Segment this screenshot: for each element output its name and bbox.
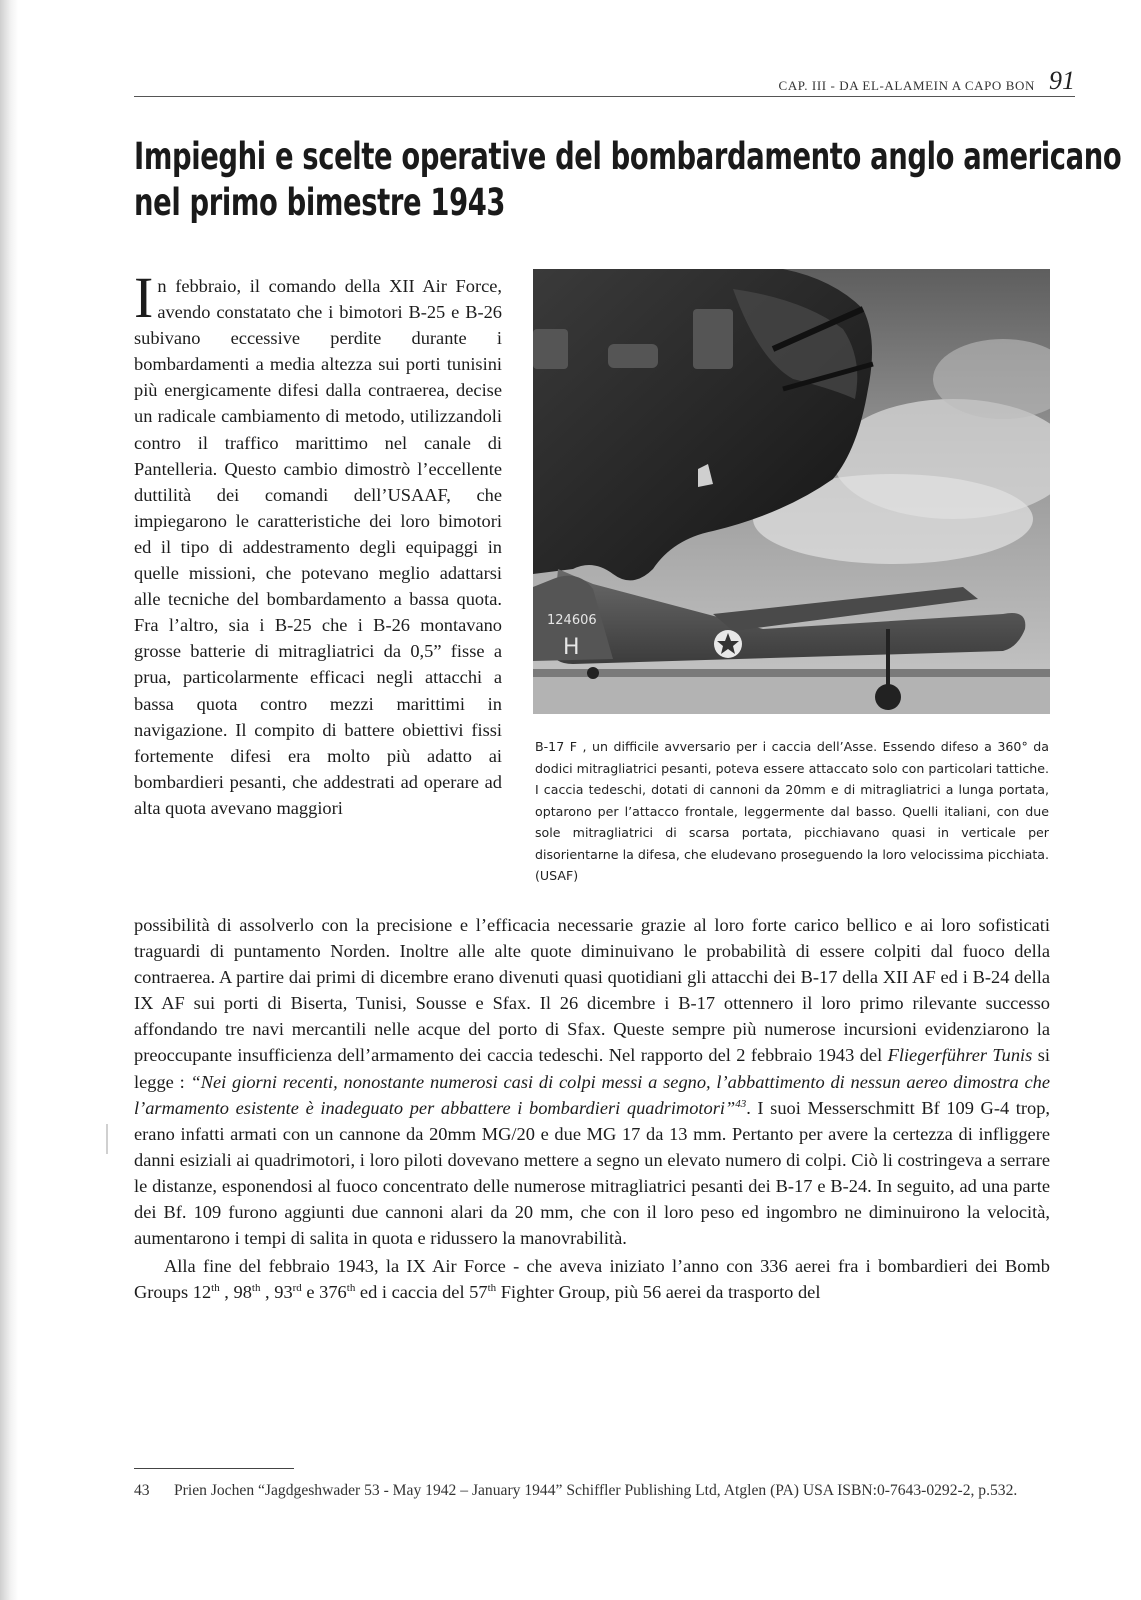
running-header xyxy=(134,66,1075,97)
body-paragraph-2 xyxy=(134,1253,1050,1305)
b17-photo xyxy=(533,269,1050,714)
cheek-window-2 xyxy=(693,309,733,369)
para2-sep-93: , 93 xyxy=(260,1282,293,1303)
main-gear-wheel xyxy=(875,684,901,710)
title-line-2: nel primo bimestre 1943 xyxy=(134,181,506,224)
body-paragraph-intro xyxy=(134,265,502,821)
quotation: “Nei giorni recenti, nonostante numerosi casi di colpi messi a segno, l’abbattimento di nessun aereo dimostra che l’armamento esistente è inadeguato per abbattere i bombardieri quadrimotori” xyxy=(134,1071,1050,1118)
section-title xyxy=(134,134,1122,226)
page-number: 91 xyxy=(1049,66,1075,95)
airfield-ground xyxy=(533,674,1050,714)
para2-text-c: Fighter Group, più 56 aerei da trasporto del xyxy=(496,1282,821,1303)
tail-letter: H xyxy=(563,635,580,660)
cheek-window-3 xyxy=(533,329,568,369)
page-edge-shadow xyxy=(0,0,18,1600)
footnote-ref: 43 xyxy=(735,1097,747,1110)
footnote-number: 43 xyxy=(134,1482,150,1499)
body-text-full-width xyxy=(134,912,1050,1305)
footnote xyxy=(134,1480,1050,1501)
tail-wheel xyxy=(587,667,599,679)
footnote-rule xyxy=(134,1468,294,1469)
b17-photo-drawing xyxy=(533,269,1050,714)
tail-number: 124606 xyxy=(547,613,597,628)
sup-98: th xyxy=(251,1282,261,1295)
cheek-window-1 xyxy=(608,344,658,368)
source-name: Fliegerführer Tunis xyxy=(887,1045,1033,1066)
margin-mark xyxy=(106,1124,108,1154)
tree-line xyxy=(533,669,1050,677)
footnote-text: Prien Jochen “Jagdgeshwader 53 - May 1942 – January 1944” Schiffler Publishing Ltd, Atglen (PA) USA ISBN:0-7643-0292-2, p.532. xyxy=(174,1482,1018,1499)
para2-sep-98: , 98 xyxy=(219,1282,252,1303)
drop-cap: I xyxy=(134,265,154,330)
para2-text-a: Alla fine del febbraio 1943, la IX Air Force - che aveva iniziato l’anno con 336 aerei fra i bombardieri dei Bomb Groups 12 xyxy=(134,1256,1050,1303)
para2-sep-376: e 376 xyxy=(301,1282,347,1303)
chapter-header: CAP. III - DA EL-ALAMEIN A CAPO BON xyxy=(778,78,1035,93)
photo-caption: B-17 F , un difficile avversario per i caccia dell’Asse. Essendo difeso a 360° da dodici mitragliatrici pesanti, poteva essere attaccato solo con particolari tattiche. I caccia tedeschi, dotati di cannoni da 20mm e di mitragliatrici a lunga portata, optarono per l’attacco frontale, leggermente dal basso. Quelli italiani, con due sole mitragliatrici di scarsa portata, picchiavano quasi in verticale per disorientarne la difesa, che eludevano proseguendo la loro velocissima picchiata. (USAF) xyxy=(535,739,1049,883)
sup-93: rd xyxy=(292,1282,302,1295)
body-mid-text: si legge : xyxy=(134,1045,1050,1092)
body-paragraph-1-continued xyxy=(134,912,1050,1251)
title-line-1: Impieghi e scelte operative del bombardamento anglo americano xyxy=(134,135,1122,178)
para2-text-b: ed i caccia del 57 xyxy=(355,1282,488,1303)
sup-376: th xyxy=(346,1282,356,1295)
body-text-a: possibilità di assolverlo con la precisione e l’efficacia necessarie grazie al loro forte carico bellico e ai loro sofisticati traguardi di puntamento Norden. Inoltre alle alte quote diminuivano le probabilità di essere colpiti dal fuoco della contraerea. A partire dai primi di dicembre erano divenuti quasi quotidiani gli attacchi dei B-17 della XII AF ed i B-24 della IX AF sui porti di Biserta, Tunisi, Sousse e Sfax. Il 26 dicembre i B-17 ottennero il loro primo rilevante successo affondando tre navi mercantili nelle acque del porto di Sfax. Queste sempre più numerose incursioni evidenziarono la preoccupante insufficienza dell’armamento dei caccia tedeschi. Nel rapporto del 2 febbraio 1943 del xyxy=(134,915,1050,1066)
sup-57: th xyxy=(487,1282,497,1295)
sup-12: th xyxy=(211,1282,220,1295)
intro-text: n febbraio, il comando della XII Air Force, avendo constatato che i bimotori B-25 e B-26 subivano eccessive perdite durante i bombardamenti a media altezza sui porti tunisini più energicamente difesi dalla contraerea, decise un radicale cambiamento di metodo, utilizzandoli contro il traffico marittimo nel canale di Pantelleria. Questo cambio dimostrò l’eccellente duttilità dei comandi dell’USAAF, che impiegarono le caratteristiche dei loro bimotori ed il tipo di addestramento degli equipaggi in quelle missioni, che potevano meglio adattarsi alle tecniche del bombardamento a bassa quota. Fra l’altro, sia i B-25 che i B-26 montavano grosse batterie di mitragliatrici da 0,5” fisse a prua, particolarmente efficaci negli attacchi a bassa quota contro mezzi marittimi in navigazione. Il compito di battere obiettivi fissi fortemente difesi era molto più adatto ai bombardieri pesanti, che addestrati ad operare ad alta quota avevano maggiori xyxy=(134,276,502,818)
body-text-b: . I suoi Messerschmitt Bf 109 G-4 trop, erano infatti armati con un cannone da 20mm MG/20 e due MG 17 da 13 mm. Pertanto per avere la certezza di infliggere danni esiziali ai quadrimotori, i loro piloti dovevano mettere a segno un elevato numero di colpi. Ciò li costringeva a serrare le distanze, esponendosi al fuoco concentrato delle numerose mitragliatrici pesanti dei B-17 e B-24. In seguito, ad una parte dei Bf. 109 furono aggiunti due cannoni alari da 20 mm, che con il loro peso ed ingombro ne diminuirono la velocità, aumentarono i tempi di salita in quota e ridussero la manovrabilità. xyxy=(134,1097,1050,1249)
